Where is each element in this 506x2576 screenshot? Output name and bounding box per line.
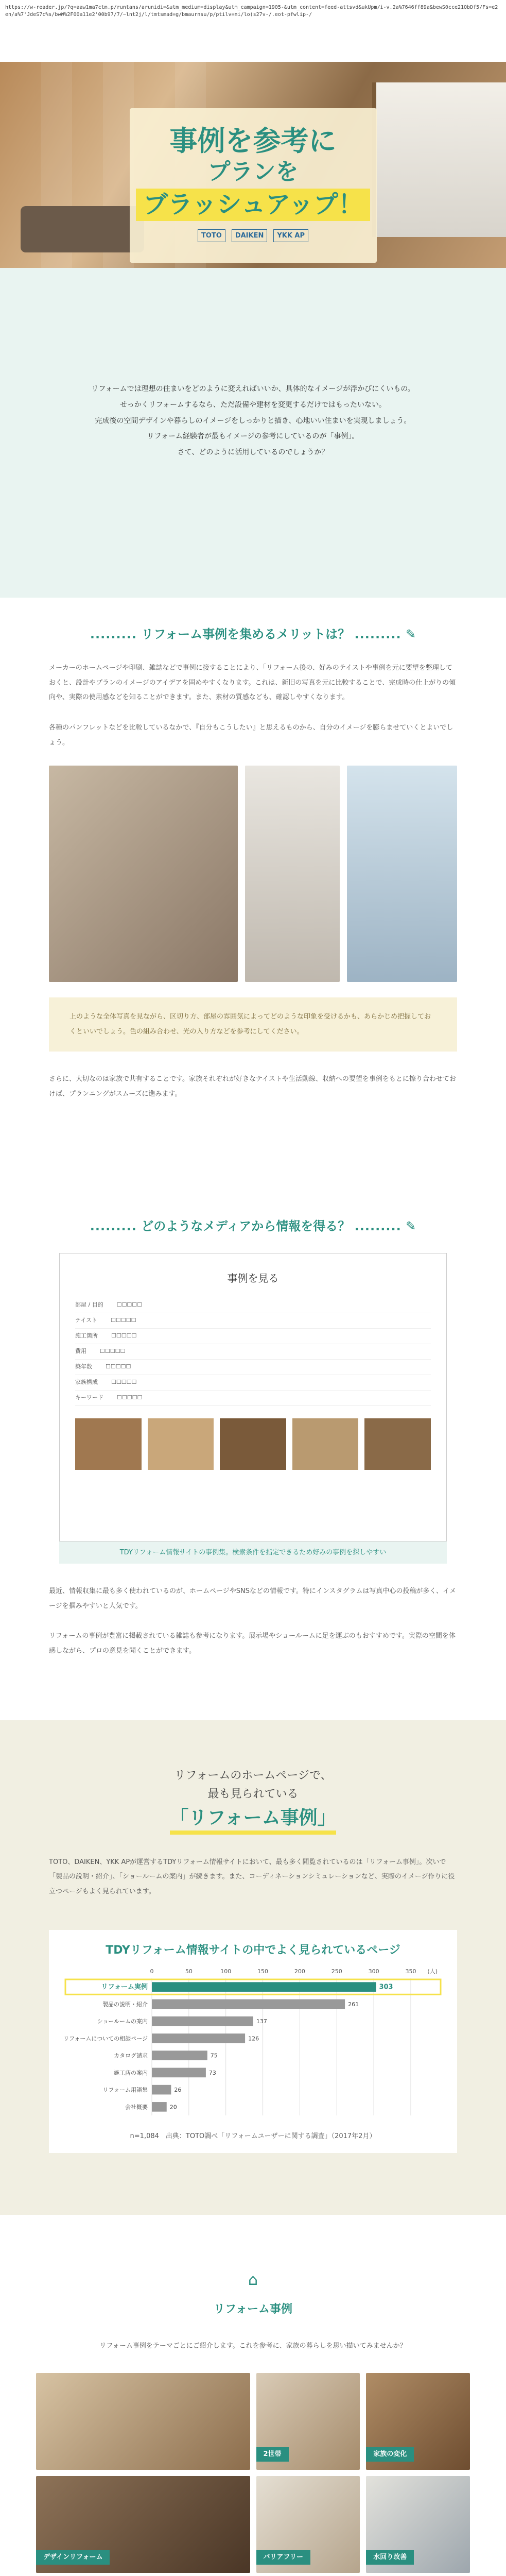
paragraph: 各種のパンフレットなどを比較しているなかで、『自分もこうしたい』と思えるものから、自分のイメージを膨らませていくとよいでしょう。 <box>49 723 453 747</box>
section-title-text: リフォーム事例を集めるメリットは？ <box>141 627 351 641</box>
mock-thumb <box>220 1418 286 1470</box>
checkbox-icon: ☐☐☐☐☐ <box>100 1348 126 1355</box>
mock-row <box>75 1313 431 1329</box>
hero-window <box>372 82 506 237</box>
mock-row-label: 築年数 <box>75 1363 92 1370</box>
intro-line: リフォーム経験者が最もイメージの参考にしているのが「事例」。 <box>147 432 359 441</box>
value-label: 261 <box>348 2001 359 2008</box>
mock-row <box>75 1375 431 1391</box>
logo-ykk: YKK AP <box>273 229 308 242</box>
hero-title-line3: ブラッシュアップ！ <box>136 189 370 221</box>
x-tick-label: 250 <box>331 1968 342 1975</box>
dots-left: ......... <box>90 627 137 641</box>
paragraph: メーカーのホームページや印刷、雑誌などで事例に接することにより、「リフォーム後の、好みのテイストや事例を元に要望を整理しておくと、設計やプランのイメージのアイデアを固めやすくなります。これは、新旧の写真を元に比較することで、完成時の仕上がりの傾向や、実際の使用感などを知ることができます。また、素材の質感なども、確認しやすくなります。 <box>49 664 456 702</box>
bar <box>152 2068 206 2078</box>
mock-row-label: 部屋 / 目的 <box>75 1301 103 1309</box>
value-label: 137 <box>256 2018 267 2025</box>
intro-section <box>0 268 506 598</box>
house-icon: ⌂ <box>248 2270 258 2289</box>
hero-sofa <box>21 206 144 252</box>
dots-right: ......... <box>354 1218 402 1233</box>
bar <box>152 1999 345 2009</box>
checkbox-icon: ☐☐☐☐☐ <box>111 1379 137 1386</box>
category-label: カタログ請求 <box>114 2052 148 2059</box>
bar <box>152 2050 207 2060</box>
mock-caption: TDYリフォーム情報サイトの事例集。検索条件を指定できるため好みの事例を探しやすい <box>59 1541 447 1564</box>
url-bar[interactable]: https://w-reader.jp/?q=aaw1ma7ctm.p/runtans/arunidi=&utm_medium=display&utm_campaign=1905-&utm_content=feed-attsvd&ukUpm/i-v.2a%7646ff89a&bewS0cce21ObDf5/Fs=e2en/a%7'JdeS7c%s/bwW%2F00a11e2'00b97/7/~lnt2j/l/tmtsmad=g/bmaurnsu/p/ptilv=ni/lo(s27v-/.eot-pfwlip-/ <box>0 0 506 62</box>
chart-title: TDYリフォーム情報サイトの中でよく見られているページ <box>106 1944 400 1957</box>
mock-row <box>75 1298 431 1313</box>
photo-washroom <box>245 766 340 982</box>
examples-grid <box>36 2373 470 2576</box>
category-label: ショールームの案内 <box>97 2018 148 2025</box>
example-tile-barrierfree[interactable] <box>256 2476 360 2573</box>
section-title <box>49 1215 457 1238</box>
x-tick-label: 350 <box>405 1968 416 1975</box>
mock-row <box>75 1329 431 1344</box>
mock-row-label: 家族構成 <box>75 1379 98 1386</box>
dots-left: ......... <box>90 1218 137 1233</box>
value-label: 303 <box>379 1983 393 1991</box>
x-tick-label: 0 <box>150 1968 154 1975</box>
mock-row <box>75 1360 431 1375</box>
pencil-icon: ✎ <box>406 1218 416 1233</box>
x-tick-label: 50 <box>185 1968 193 1975</box>
paragraph: さらに、大切なのは家族で共有することです。家族それぞれが好きなテイストや生活動線、収納への要望を事例をもとに擦り合わせておけば、プランニングがスムーズに進みます。 <box>49 1075 456 1098</box>
survey-text: TOTO、DAIKEN、YKK APが運営するTDYリフォーム情報サイトにおいて、最も多く閲覧されているのは「リフォーム事例」。次いで「製品の説明・紹介」、「ショールームの案内」が続きます。また、コーディネーションシミュレーションなど、実際のイメージ作りに役立つページもよく見られています。 <box>49 1858 455 1895</box>
tile-label: 2世帯 <box>256 2447 289 2461</box>
photo-kitchen <box>347 766 457 982</box>
value-label: 20 <box>169 2104 177 2111</box>
logo-daiken: DAIKEN <box>232 229 268 242</box>
bar <box>152 2085 171 2095</box>
example-tile-design[interactable] <box>36 2476 250 2573</box>
survey-head-line1: リフォームのホームページで、 <box>174 1769 332 1783</box>
logo-toto: TOTO <box>198 229 225 242</box>
photo-living <box>49 766 238 982</box>
category-label: 施工店の案内 <box>114 2069 148 2076</box>
pencil-icon: ✎ <box>405 627 416 641</box>
mock-thumb <box>75 1418 142 1470</box>
search-mock-screenshot <box>59 1253 447 1541</box>
paragraph: リフォームの事例が豊富に掲載されている雑誌も参考になります。展示場やショールームに足を運ぶのもおすすめです。実際の空間を体感しながら、プロの意見を聞くことができます。 <box>49 1632 456 1655</box>
category-label: 会社概要 <box>125 2104 148 2111</box>
examples-subtitle: リフォーム事例をテーマごとにご紹介します。これを参考に、家族の暮らしを思い描いてみませんか？ <box>99 2342 407 2350</box>
bar <box>152 1982 376 1992</box>
checkbox-icon: ☐☐☐☐☐ <box>111 1317 136 1324</box>
mock-row-label: 費用 <box>75 1348 86 1355</box>
mock-row-label: テイスト <box>75 1317 98 1324</box>
x-tick-label: 100 <box>220 1968 232 1975</box>
value-label: 126 <box>248 2035 259 2042</box>
section-merits <box>0 623 506 1102</box>
checkbox-icon: ☐☐☐☐☐ <box>111 1332 137 1340</box>
category-label: リフォーム用語集 <box>102 2087 148 2094</box>
survey-head-emphasis: 「リフォーム事例」 <box>170 1806 336 1835</box>
x-tick-label: 200 <box>294 1968 305 1975</box>
section-title-text: どのようなメディアから情報を得る？ <box>141 1218 351 1233</box>
mock-thumb <box>364 1418 431 1470</box>
checkbox-icon: ☐☐☐☐☐ <box>117 1394 143 1401</box>
survey-heading <box>0 1767 506 1834</box>
x-tick-label: 300 <box>368 1968 379 1975</box>
intro-line: せっかくリフォームするなら、ただ設備や建材を変更するだけではもったいない。 <box>119 400 387 409</box>
category-label: 製品の説明・紹介 <box>102 2001 148 2008</box>
section-media <box>0 1215 506 1659</box>
tile-label: 水回り改善 <box>366 2550 414 2564</box>
mock-thumb <box>148 1418 214 1470</box>
survey-head-line2: 最も見られている <box>207 1787 299 1801</box>
checkbox-icon: ☐☐☐☐☐ <box>116 1301 143 1309</box>
survey-section <box>0 1720 506 2214</box>
dots-right: ......... <box>354 627 402 641</box>
checkbox-icon: ☐☐☐☐☐ <box>106 1363 131 1370</box>
mock-thumbs <box>75 1418 431 1470</box>
value-label: 26 <box>174 2087 182 2094</box>
x-axis-unit: (人) <box>427 1968 438 1975</box>
mock-thumb <box>292 1418 359 1470</box>
intro-line: 完成後の空間デザインや暮らしのイメージをしっかりと描き、心地いい住まいを実現しましょう。 <box>95 416 411 425</box>
examples-section <box>0 2215 506 2576</box>
section-title <box>49 623 457 646</box>
note-box: 上のような全体写真を見ながら、区切り方、部屋の雰囲気によってどのような印象を受けるかも、あらかじめ把握しておくといいでしょう。色の組み合わせ、光の入り方などを参考にしてください。 <box>49 997 457 1052</box>
hero-card <box>130 108 377 263</box>
bar <box>152 2033 245 2043</box>
intro-line: さて、どのように活用しているのでしょうか？ <box>177 448 329 457</box>
bar <box>152 2102 167 2112</box>
hero-banner <box>0 62 506 268</box>
mock-row-label: キーワード <box>75 1394 103 1401</box>
photo-row <box>49 766 457 982</box>
mock-row-label: 施工箇所 <box>75 1332 98 1340</box>
bar <box>152 2016 253 2026</box>
hero-logos <box>130 229 377 242</box>
hero-title-line1: 事例を参考に <box>169 125 337 157</box>
divider <box>0 1117 506 1190</box>
mock-title: 事例を見る <box>227 1272 279 1284</box>
chart-note: n=1,084 出典：TOTO調べ「リフォームユーザーに関する調査」（2017年2月） <box>130 2132 376 2141</box>
example-tile-2setai[interactable] <box>256 2373 360 2470</box>
paragraph: 最近、情報収集に最も多く使われているのが、ホームページやSNSなどの情報です。特にインスタグラムは写真中心の投稿が多く、イメージを掴みやすいと人気です。 <box>49 1587 457 1610</box>
tile-label: 家族の変化 <box>366 2447 414 2461</box>
mock-row <box>75 1391 431 1406</box>
bar-chart <box>64 1966 442 2121</box>
mock-row <box>75 1344 431 1360</box>
examples-title: リフォーム事例 <box>214 2302 292 2316</box>
value-label: 75 <box>210 2052 218 2059</box>
x-tick-label: 150 <box>257 1968 269 1975</box>
hero-title-line2: プランを <box>207 158 299 185</box>
chart-box <box>49 1930 457 2153</box>
value-label: 73 <box>208 2069 216 2076</box>
example-tile[interactable] <box>36 2373 250 2470</box>
category-label: リフォームについての相談ページ <box>64 2035 148 2042</box>
tile-label: バリアフリー <box>256 2550 310 2564</box>
example-tile-family[interactable] <box>366 2373 470 2470</box>
tile-label: デザインリフォーム <box>36 2550 110 2564</box>
intro-line: リフォームでは理想の住まいをどのように変えればいいか、具体的なイメージが浮かびにくいもの。 <box>91 385 415 393</box>
category-label: リフォーム実例 <box>101 1983 148 1991</box>
example-tile-water[interactable] <box>366 2476 470 2573</box>
